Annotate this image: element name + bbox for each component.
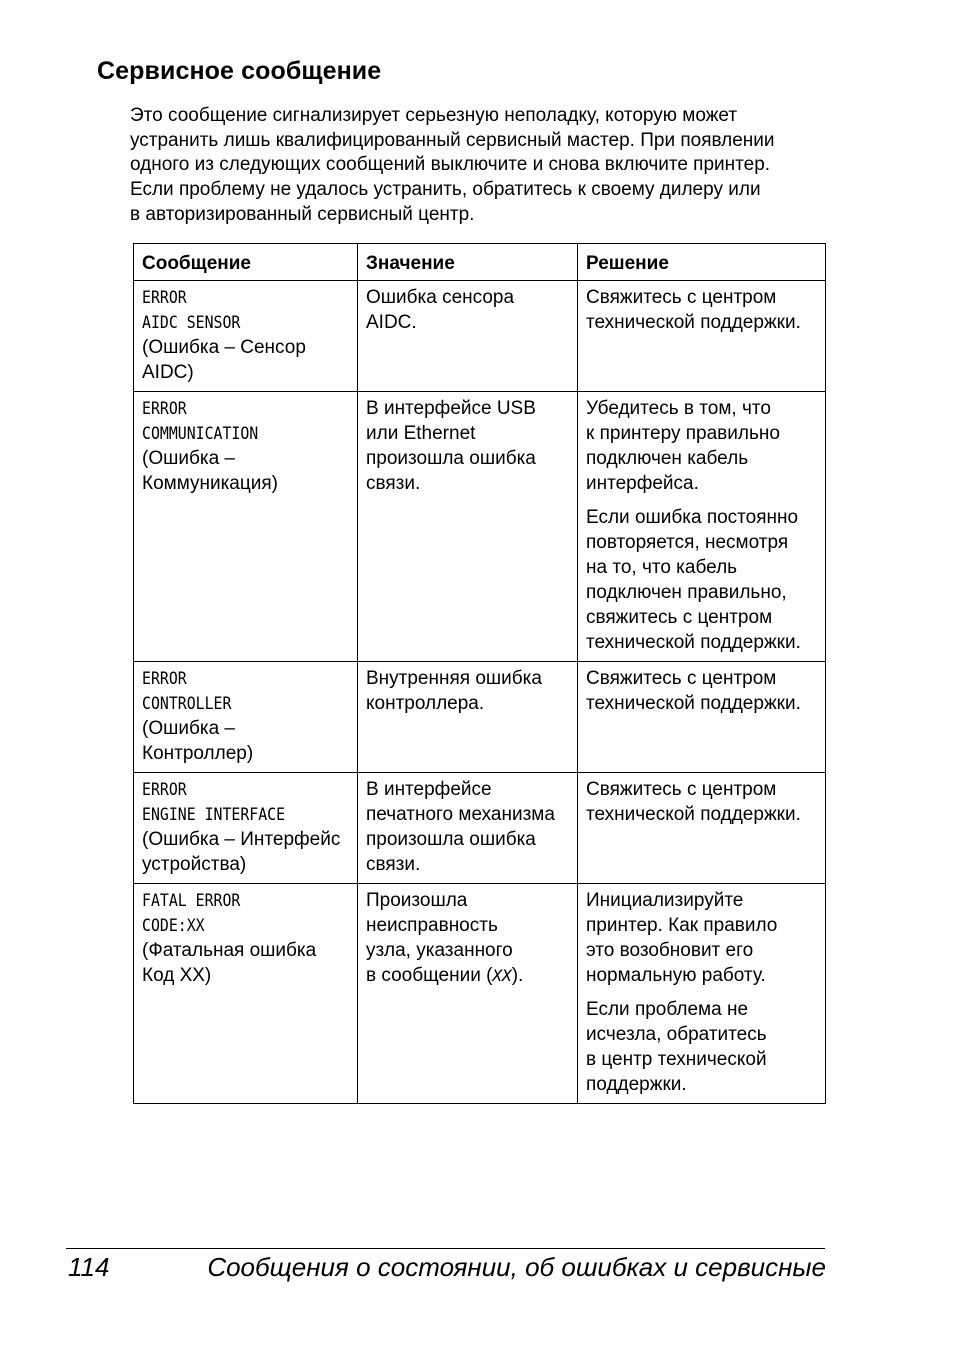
footer-title: Сообщения о состоянии, об ошибках и сервисные	[207, 1252, 826, 1282]
header-message: Сообщение	[134, 244, 358, 281]
intro-line: Если проблему не удалось устранить, обратитесь к своему дилеру или	[130, 179, 761, 201]
intro-line: устранить лишь квалифицированный сервисный мастер. При появлении	[130, 129, 775, 151]
solution-line: поддержки.	[586, 1074, 687, 1095]
solution-line: на то, что кабель	[586, 557, 738, 578]
table-row	[134, 884, 826, 1104]
solution-line: Убедитесь в том, что	[586, 398, 771, 419]
code-placeholder: XX	[492, 966, 512, 985]
solution-line: нормальную работу.	[586, 965, 766, 986]
meaning-line: произошла ошибка	[366, 448, 536, 469]
meaning-cell	[358, 392, 578, 662]
message-label-line: Коммуникация)	[142, 473, 278, 494]
message-label-line: (Ошибка –	[142, 448, 235, 469]
error-code-line: COMMUNICATION	[142, 424, 259, 443]
page-heading: Сервисное сообщение	[97, 57, 382, 85]
error-code-line: FATAL ERROR	[142, 891, 241, 910]
solution-cell	[578, 773, 826, 884]
message-label-line: (Ошибка – Сенсор	[142, 337, 306, 358]
solution-line: к принтеру правильно	[586, 423, 780, 444]
solution-line: Инициализируйте	[586, 890, 744, 911]
meaning-line: узла, указанного	[366, 940, 513, 961]
meaning-line: В интерфейсе USB	[366, 398, 536, 419]
meaning-line: связи.	[366, 854, 421, 875]
solution-paragraph	[586, 666, 821, 716]
meaning-text: ).	[511, 965, 524, 986]
meaning-cell	[358, 884, 578, 1104]
message-label-line: (Ошибка – Интерфейс	[142, 829, 341, 850]
message-label-line: (Фатальная ошибка	[142, 940, 317, 961]
table-row	[134, 281, 826, 392]
meaning-line: В интерфейсе	[366, 779, 492, 800]
error-code-line: AIDC SENSOR	[142, 313, 241, 332]
service-messages-table	[133, 243, 826, 1104]
error-code-line: ERROR	[142, 780, 187, 799]
solution-cell	[578, 281, 826, 392]
meaning-line	[366, 963, 573, 988]
meaning-line: AIDC.	[366, 312, 417, 333]
meaning-line: Ошибка сенсора	[366, 287, 515, 308]
solution-paragraph	[586, 777, 821, 827]
error-code-line: ERROR	[142, 288, 187, 307]
solution-line: интерфейса.	[586, 473, 699, 494]
meaning-line: неисправность	[366, 915, 498, 936]
meaning-cell	[358, 773, 578, 884]
meaning-line: связи.	[366, 473, 421, 494]
solution-line: в центр технической	[586, 1049, 767, 1070]
meaning-line: Произошла	[366, 890, 468, 911]
solution-line: это возобновит его	[586, 940, 754, 961]
message-cell	[134, 392, 358, 662]
solution-line: Свяжитесь с центром	[586, 668, 777, 689]
message-label-line: AIDC)	[142, 362, 194, 383]
footer-divider	[66, 1248, 825, 1249]
message-label-line: устройства)	[142, 854, 247, 875]
error-code-line: CONTROLLER	[142, 694, 232, 713]
message-cell	[134, 662, 358, 773]
meaning-line: произошла ошибка	[366, 829, 536, 850]
table-header-row	[134, 244, 826, 281]
error-code-line: ERROR	[142, 399, 187, 418]
error-code-line: ENGINE INTERFACE	[142, 805, 286, 824]
intro-paragraph	[130, 104, 850, 228]
solution-paragraph	[586, 285, 821, 335]
solution-line: технической поддержки.	[586, 632, 801, 653]
error-code-line: CODE:XX	[142, 916, 205, 935]
solution-paragraph	[586, 997, 821, 1097]
solution-cell	[578, 662, 826, 773]
intro-line: одного из следующих сообщений выключите и снова включите принтер.	[130, 154, 771, 176]
solution-line: исчезла, обратитесь	[586, 1024, 767, 1045]
meaning-text: в сообщении (	[366, 965, 493, 986]
intro-line: в авторизированный сервисный центр.	[130, 203, 475, 225]
table-row	[134, 773, 826, 884]
meaning-line: контроллера.	[366, 693, 485, 714]
intro-line: Это сообщение сигнализирует серьезную неполадку, которую может	[130, 105, 738, 126]
meaning-cell	[358, 662, 578, 773]
meaning-line: или Ethernet	[366, 423, 476, 444]
solution-line: принтер. Как правило	[586, 915, 778, 936]
message-label-line: Код XX)	[142, 965, 212, 986]
solution-paragraph	[586, 396, 821, 496]
message-cell	[134, 281, 358, 392]
table-row	[134, 392, 826, 662]
meaning-line: Внутренняя ошибка	[366, 668, 542, 689]
solution-cell	[578, 392, 826, 662]
message-cell	[134, 884, 358, 1104]
meaning-line: печатного механизма	[366, 804, 555, 825]
message-label-line: Контроллер)	[142, 743, 254, 764]
solution-line: подключен правильно,	[586, 582, 787, 603]
error-code-line: ERROR	[142, 669, 187, 688]
solution-line: подключен кабель	[586, 448, 749, 469]
solution-line: технической поддержки.	[586, 312, 801, 333]
solution-line: Если ошибка постоянно	[586, 507, 799, 528]
header-meaning: Значение	[358, 244, 578, 281]
solution-line: Если проблема не	[586, 999, 749, 1020]
solution-line: повторяется, несмотря	[586, 532, 789, 553]
solution-paragraph	[586, 505, 821, 655]
solution-line: технической поддержки.	[586, 804, 801, 825]
message-cell	[134, 773, 358, 884]
solution-line: свяжитесь с центром	[586, 607, 773, 628]
solution-line: Свяжитесь с центром	[586, 287, 777, 308]
table-row	[134, 662, 826, 773]
solution-line: Свяжитесь с центром	[586, 779, 777, 800]
meaning-cell	[358, 281, 578, 392]
solution-paragraph	[586, 888, 821, 988]
solution-line: технической поддержки.	[586, 693, 801, 714]
header-solution: Решение	[578, 244, 826, 281]
page-number: 114	[68, 1252, 110, 1282]
message-label-line: (Ошибка –	[142, 718, 235, 739]
solution-cell	[578, 884, 826, 1104]
